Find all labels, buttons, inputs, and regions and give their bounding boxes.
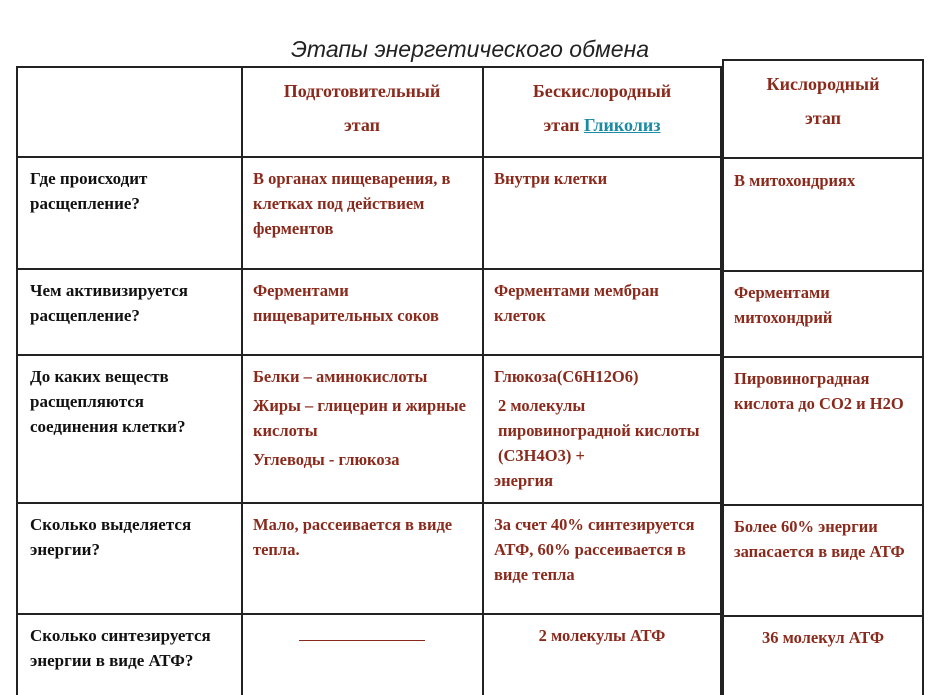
- anaerobic-products: [484, 358, 720, 499]
- header-oxygen-line1: Кислородный: [766, 74, 880, 94]
- oxygen-where: В митохондриях: [734, 171, 856, 190]
- oxygen-energy-released: Более 60% энергии запасается в виде АТФ: [734, 517, 905, 561]
- prep-products-fats: Жиры – глицерин и жирные кислоты: [253, 396, 466, 440]
- oxygen-products: Пировиноградная кислота до СО2 и Н2О: [734, 369, 904, 413]
- header-preparatory: [243, 68, 481, 156]
- row-divider-2: [16, 268, 722, 270]
- anaerobic-activation: Ферментами мембран клеток: [494, 281, 659, 325]
- question-where: Где происходит расщепление?: [30, 169, 148, 213]
- prep-atp-synthesized: [243, 617, 481, 654]
- prep-activation: Ферментами пищеварительных соков: [253, 281, 439, 325]
- prep-where: В органах пищеварения, в клетках под действием ферментов: [253, 169, 451, 238]
- header-anaerobic: [484, 68, 720, 156]
- question-activation: Чем активизируется расщепление?: [30, 281, 188, 325]
- header-preparatory-line2: этап: [344, 115, 380, 135]
- header-anaerobic-line1: Бескислородный: [532, 81, 672, 101]
- oxygen-header-bottom: [722, 157, 924, 159]
- question-products: До каких веществ расщепляются соединения клетки?: [30, 367, 186, 436]
- prep-energy-released: Мало, рассеивается в виде тепла.: [253, 515, 453, 559]
- header-anaerobic-word: этап: [543, 115, 580, 135]
- prep-products: [243, 358, 481, 482]
- page-title: Этапы энергетического обмена: [290, 36, 650, 62]
- row-divider-3: [16, 354, 722, 356]
- oxygen-row-divider-4: [722, 504, 924, 506]
- prep-products-proteins: Белки – аминокислоты: [253, 367, 428, 386]
- header-oxygen: [724, 61, 922, 157]
- oxygen-atp-synthesized: 36 молекул АТФ: [761, 628, 885, 647]
- question-atp-synthesized: Сколько синтезируется энергии в виде АТФ?: [30, 626, 211, 670]
- anaerobic-atp-synthesized: 2 молекулы АТФ: [538, 626, 666, 645]
- row-divider-5: [16, 613, 722, 615]
- oxygen-row-divider-3: [722, 356, 924, 358]
- header-oxygen-line2: этап: [805, 108, 841, 128]
- oxygen-activation: Ферментами митохондрий: [734, 283, 833, 327]
- row-divider-1: [16, 156, 722, 158]
- empty-dash: [299, 626, 425, 641]
- row-divider-4: [16, 502, 722, 504]
- oxygen-row-divider-2: [722, 270, 924, 272]
- anaerobic-where: Внутри клетки: [494, 169, 608, 188]
- oxygen-column-right: [922, 59, 924, 695]
- prep-products-carbs: Углеводы - глюкоза: [253, 450, 400, 469]
- question-energy-released: Сколько выделяется энергии?: [30, 515, 192, 559]
- glycolysis-link[interactable]: Гликолиз: [583, 115, 661, 135]
- header-preparatory-line1: Подготовительный: [283, 81, 441, 101]
- anaerobic-energy-released: За счет 40% синтезируется АТФ, 60% рассеивается в виде тепла: [494, 515, 695, 584]
- anaerobic-products-pyruvate: 2 молекулы пировиноградной кислоты (С3Н4О3) +: [498, 396, 700, 465]
- anaerobic-products-energy: энергия: [494, 471, 554, 490]
- anaerobic-products-glucose: Глюкоза(С6Н12О6): [494, 367, 639, 386]
- oxygen-row-divider-5: [722, 615, 924, 617]
- table-left-border: [16, 66, 18, 695]
